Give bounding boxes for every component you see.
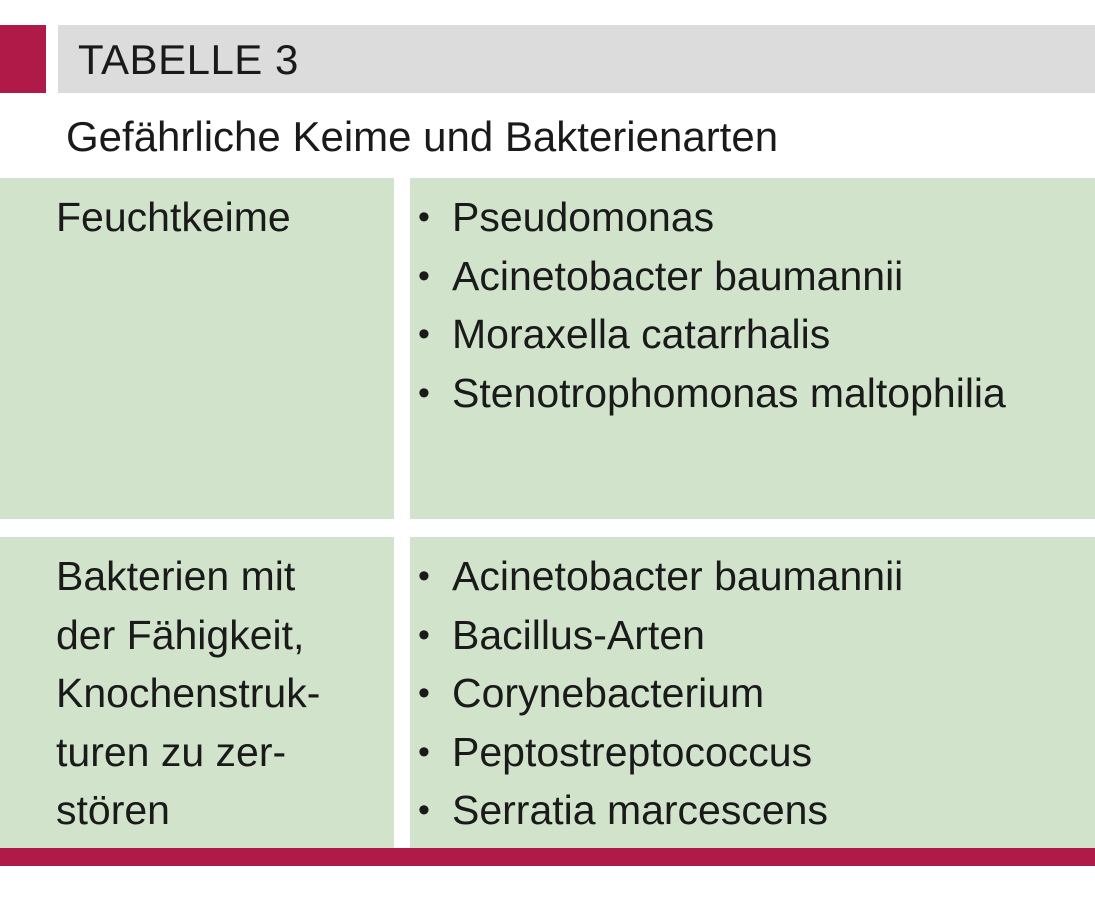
- table-number-label: TABELLE 3: [78, 36, 299, 83]
- bullet-icon: •: [418, 256, 430, 295]
- bullet-icon: •: [418, 557, 430, 595]
- species-cell-feuchtkeime: [410, 178, 1095, 519]
- list-item: [418, 364, 1006, 423]
- bullet-icon: •: [418, 198, 430, 236]
- list-item: [418, 247, 1006, 306]
- bottom-rule: [0, 848, 1095, 866]
- category-label: [56, 547, 320, 840]
- species-name: Peptostreptococcus: [452, 728, 813, 775]
- species-name: Corynebacterium: [452, 670, 765, 716]
- category-line: Knochenstruk-: [56, 670, 321, 716]
- list-item: [418, 188, 1006, 247]
- accent-block: [0, 25, 46, 93]
- species-name: Acinetobacter baumannii: [452, 553, 904, 599]
- list-item: [418, 781, 903, 840]
- list-item: [418, 664, 903, 723]
- species-list: [418, 188, 1006, 422]
- category-cell-knochen: [0, 537, 394, 848]
- category-label: [56, 188, 291, 247]
- list-item: [418, 606, 903, 665]
- category-line: der Fähigkeit,: [56, 611, 305, 658]
- category-cell-feuchtkeime: [0, 178, 394, 519]
- table-title: Gefährliche Keime und Bakterienarten: [66, 113, 779, 160]
- species-list: [418, 547, 903, 840]
- species-name: Moraxella catarrhalis: [452, 311, 831, 357]
- category-line: Bakterien mit: [56, 553, 296, 599]
- category-line: turen zu zer-: [56, 728, 287, 775]
- species-name: Stenotrophomonas maltophilia: [452, 369, 1006, 416]
- category-line: Feuchtkeime: [56, 194, 291, 240]
- species-name: Bacillus-Arten: [452, 611, 705, 658]
- category-line: stören: [56, 787, 170, 833]
- list-item: [418, 547, 903, 606]
- list-item: [418, 305, 1006, 364]
- table-header-bar: [58, 25, 1095, 93]
- bullet-icon: •: [418, 791, 430, 829]
- species-name: Acinetobacter baumannii: [452, 252, 904, 299]
- list-item: [418, 723, 903, 782]
- bullet-icon: •: [418, 315, 430, 353]
- species-name: Serratia marcescens: [452, 787, 828, 833]
- species-name: Pseudomonas: [452, 194, 715, 240]
- species-cell-knochen: [410, 537, 1095, 848]
- bullet-icon: •: [418, 373, 430, 412]
- bullet-icon: •: [418, 615, 430, 654]
- bullet-icon: •: [418, 674, 430, 712]
- bullet-icon: •: [418, 732, 430, 771]
